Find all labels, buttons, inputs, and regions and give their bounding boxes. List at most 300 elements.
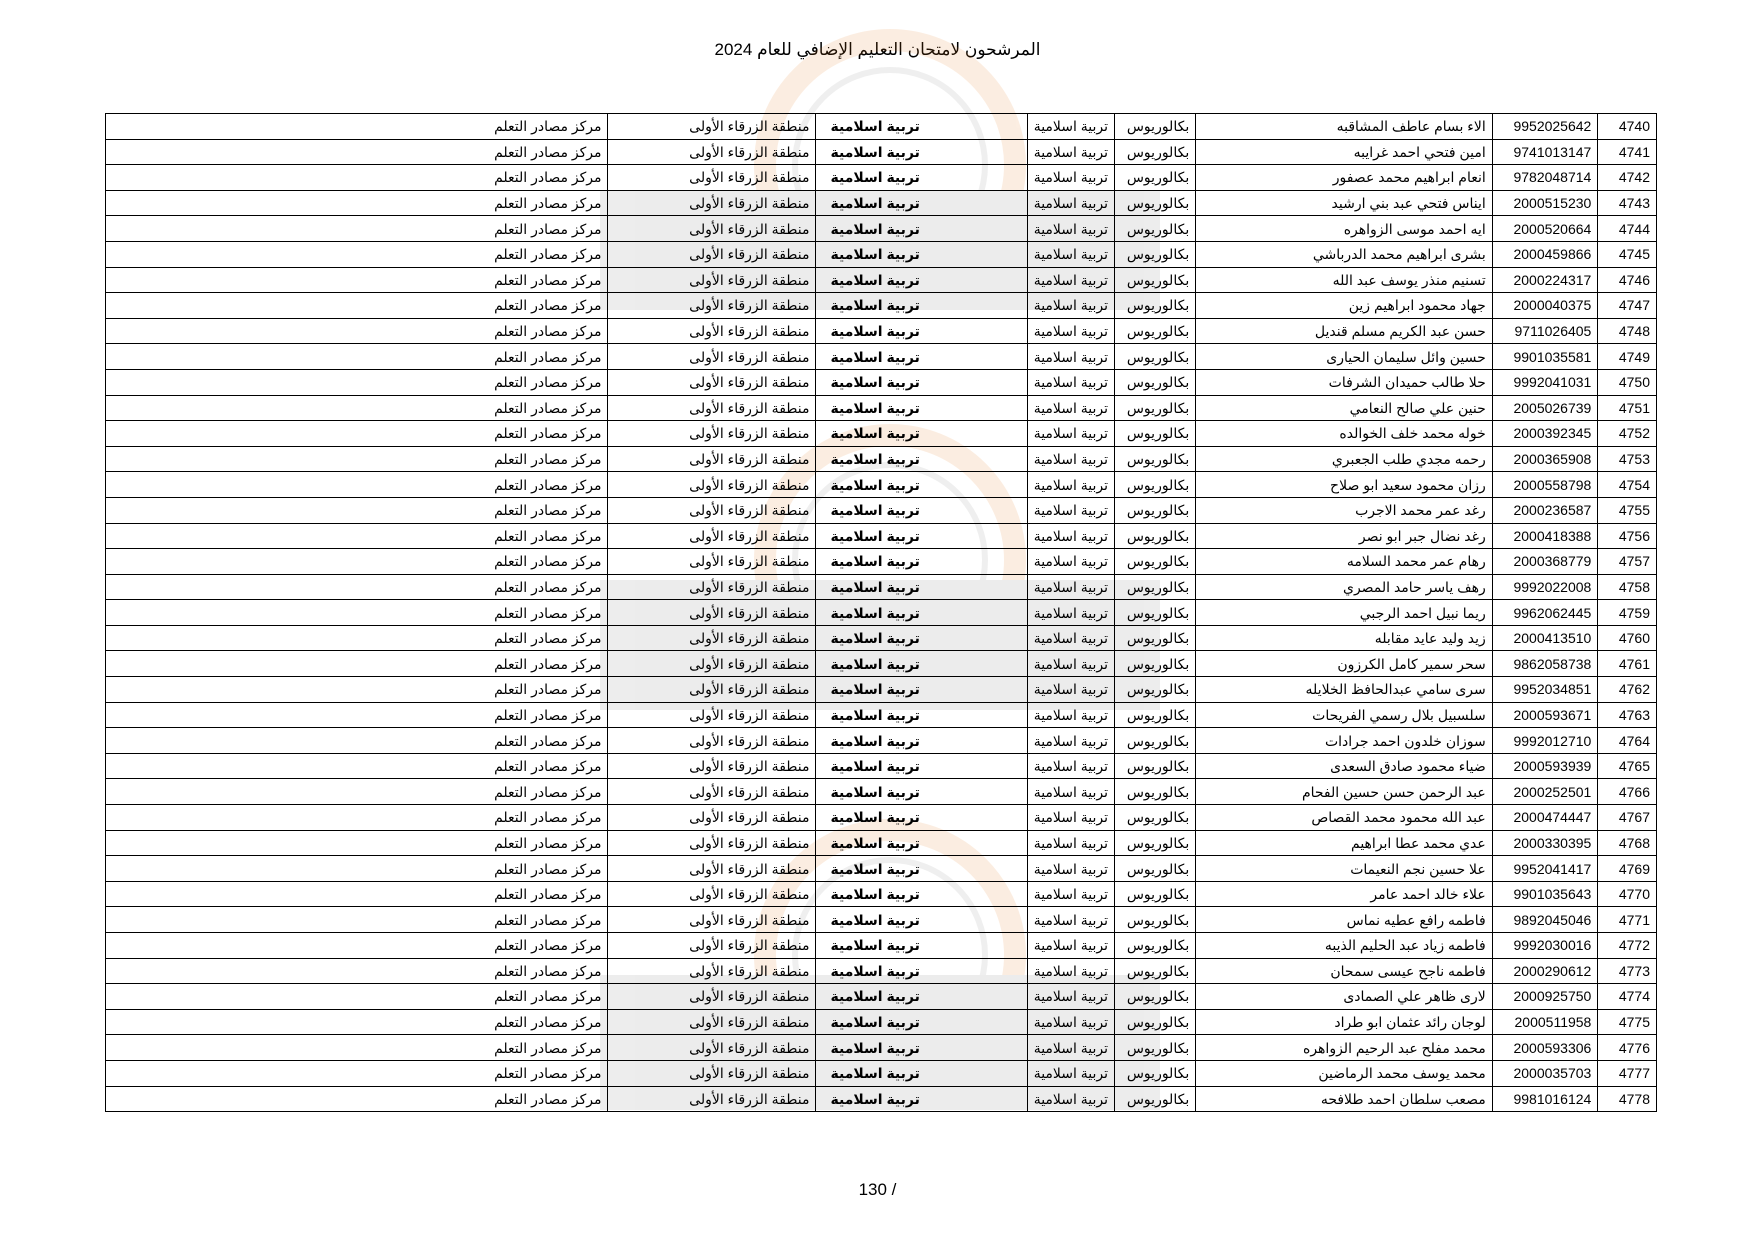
degree-cell: بكالوريوس [1115,625,1196,651]
candidate-name-cell: علاء خالد احمد عامر [1196,881,1493,907]
national-id-cell: 2000593306 [1492,1035,1598,1061]
exam-subject-cell: تربية اسلامية [816,523,1027,549]
row-number-cell: 4742 [1598,165,1657,191]
candidate-name-cell: حلا طالب حميدان الشرفات [1196,369,1493,395]
major-cell: تربية اسلامية [1027,472,1114,498]
degree-cell: بكالوريوس [1115,549,1196,575]
degree-cell: بكالوريوس [1115,830,1196,856]
exam-center-cell: مركز مصادر التعلم [106,216,608,242]
exam-center-cell: مركز مصادر التعلم [106,395,608,421]
major-cell: تربية اسلامية [1027,369,1114,395]
exam-subject-cell: تربية اسلامية [816,1009,1027,1035]
major-cell: تربية اسلامية [1027,446,1114,472]
candidate-name-cell: رهام عمر محمد السلامه [1196,549,1493,575]
major-cell: تربية اسلامية [1027,881,1114,907]
candidate-name-cell: حسن عبد الكريم مسلم قنديل [1196,318,1493,344]
exam-subject-cell: تربية اسلامية [816,805,1027,831]
row-number-cell: 4747 [1598,293,1657,319]
table-row [106,753,1657,779]
major-cell: تربية اسلامية [1027,165,1114,191]
national-id-cell: 2000368779 [1492,549,1598,575]
exam-center-cell: مركز مصادر التعلم [106,907,608,933]
exam-subject-cell: تربية اسلامية [816,114,1027,140]
exam-center-cell: مركز مصادر التعلم [106,1009,608,1035]
national-id-cell: 2005026739 [1492,395,1598,421]
degree-cell: بكالوريوس [1115,216,1196,242]
table-row [106,190,1657,216]
national-id-cell: 2000236587 [1492,497,1598,523]
exam-center-cell: مركز مصادر التعلم [106,293,608,319]
candidate-name-cell: سحر سمير كامل الكرزون [1196,651,1493,677]
candidate-name-cell: فاطمه زياد عبد الحليم الذيبه [1196,933,1493,959]
exam-subject-cell: تربية اسلامية [816,856,1027,882]
exam-center-cell: مركز مصادر التعلم [106,881,608,907]
table-row [106,395,1657,421]
degree-cell: بكالوريوس [1115,497,1196,523]
national-id-cell: 9981016124 [1492,1086,1598,1112]
directorate-cell: منطقة الزرقاء الأولى [608,600,816,626]
table-row [106,677,1657,703]
exam-subject-cell: تربية اسلامية [816,958,1027,984]
exam-subject-cell: تربية اسلامية [816,446,1027,472]
directorate-cell: منطقة الزرقاء الأولى [608,933,816,959]
major-cell: تربية اسلامية [1027,805,1114,831]
directorate-cell: منطقة الزرقاء الأولى [608,984,816,1010]
exam-center-cell: مركز مصادر التعلم [106,984,608,1010]
national-id-cell: 2000593671 [1492,702,1598,728]
page-number: 130 / [858,1180,897,1199]
row-number-cell: 4769 [1598,856,1657,882]
exam-center-cell: مركز مصادر التعلم [106,549,608,575]
table-row [106,702,1657,728]
major-cell: تربية اسلامية [1027,523,1114,549]
table-row [106,114,1657,140]
table-row [106,856,1657,882]
major-cell: تربية اسلامية [1027,267,1114,293]
row-number-cell: 4755 [1598,497,1657,523]
exam-center-cell: مركز مصادر التعلم [106,190,608,216]
row-number-cell: 4774 [1598,984,1657,1010]
candidate-name-cell: رغد نضال جبر ابو نصر [1196,523,1493,549]
exam-center-cell: مركز مصادر التعلم [106,114,608,140]
exam-subject-cell: تربية اسلامية [816,907,1027,933]
exam-center-cell: مركز مصادر التعلم [106,523,608,549]
row-number-cell: 4775 [1598,1009,1657,1035]
major-cell: تربية اسلامية [1027,728,1114,754]
directorate-cell: منطقة الزرقاء الأولى [608,728,816,754]
row-number-cell: 4741 [1598,139,1657,165]
candidate-name-cell: رزان محمود سعيد ابو صلاح [1196,472,1493,498]
exam-center-cell: مركز مصادر التعلم [106,574,608,600]
national-id-cell: 2000413510 [1492,625,1598,651]
major-cell: تربية اسلامية [1027,421,1114,447]
row-number-cell: 4748 [1598,318,1657,344]
row-number-cell: 4754 [1598,472,1657,498]
table-row [106,446,1657,472]
national-id-cell: 9952034851 [1492,677,1598,703]
row-number-cell: 4746 [1598,267,1657,293]
exam-center-cell: مركز مصادر التعلم [106,600,608,626]
national-id-cell: 9901035643 [1492,881,1598,907]
table-row [106,344,1657,370]
table-row [106,267,1657,293]
table-row [106,241,1657,267]
degree-cell: بكالوريوس [1115,958,1196,984]
degree-cell: بكالوريوس [1115,702,1196,728]
national-id-cell: 9992022008 [1492,574,1598,600]
candidate-name-cell: حنين علي صالح النعامي [1196,395,1493,421]
major-cell: تربية اسلامية [1027,395,1114,421]
directorate-cell: منطقة الزرقاء الأولى [608,216,816,242]
exam-subject-cell: تربية اسلامية [816,702,1027,728]
directorate-cell: منطقة الزرقاء الأولى [608,523,816,549]
directorate-cell: منطقة الزرقاء الأولى [608,805,816,831]
table-row [106,574,1657,600]
exam-center-cell: مركز مصادر التعلم [106,1086,608,1112]
exam-center-cell: مركز مصادر التعلم [106,318,608,344]
degree-cell: بكالوريوس [1115,241,1196,267]
directorate-cell: منطقة الزرقاء الأولى [608,190,816,216]
exam-center-cell: مركز مصادر التعلم [106,446,608,472]
exam-subject-cell: تربية اسلامية [816,933,1027,959]
row-number-cell: 4752 [1598,421,1657,447]
exam-center-cell: مركز مصادر التعلم [106,856,608,882]
major-cell: تربية اسلامية [1027,933,1114,959]
row-number-cell: 4749 [1598,344,1657,370]
directorate-cell: منطقة الزرقاء الأولى [608,1086,816,1112]
table-row [106,549,1657,575]
row-number-cell: 4763 [1598,702,1657,728]
degree-cell: بكالوريوس [1115,139,1196,165]
exam-subject-cell: تربية اسلامية [816,984,1027,1010]
exam-subject-cell: تربية اسلامية [816,574,1027,600]
exam-center-cell: مركز مصادر التعلم [106,472,608,498]
row-number-cell: 4753 [1598,446,1657,472]
major-cell: تربية اسلامية [1027,190,1114,216]
major-cell: تربية اسلامية [1027,216,1114,242]
national-id-cell: 9992030016 [1492,933,1598,959]
row-number-cell: 4768 [1598,830,1657,856]
exam-subject-cell: تربية اسلامية [816,421,1027,447]
degree-cell: بكالوريوس [1115,395,1196,421]
national-id-cell: 9962062445 [1492,600,1598,626]
table-row [106,318,1657,344]
degree-cell: بكالوريوس [1115,369,1196,395]
exam-subject-cell: تربية اسلامية [816,753,1027,779]
table-row [106,139,1657,165]
degree-cell: بكالوريوس [1115,651,1196,677]
table-row [106,625,1657,651]
national-id-cell: 2000290612 [1492,958,1598,984]
degree-cell: بكالوريوس [1115,472,1196,498]
major-cell: تربية اسلامية [1027,984,1114,1010]
degree-cell: بكالوريوس [1115,344,1196,370]
national-id-cell: 9992041031 [1492,369,1598,395]
directorate-cell: منطقة الزرقاء الأولى [608,165,816,191]
candidates-table [105,113,1657,1112]
degree-cell: بكالوريوس [1115,984,1196,1010]
exam-subject-cell: تربية اسلامية [816,881,1027,907]
row-number-cell: 4764 [1598,728,1657,754]
exam-subject-cell: تربية اسلامية [816,241,1027,267]
major-cell: تربية اسلامية [1027,779,1114,805]
table-row [106,651,1657,677]
exam-center-cell: مركز مصادر التعلم [106,753,608,779]
exam-subject-cell: تربية اسلامية [816,600,1027,626]
directorate-cell: منطقة الزرقاء الأولى [608,472,816,498]
directorate-cell: منطقة الزرقاء الأولى [608,549,816,575]
exam-center-cell: مركز مصادر التعلم [106,625,608,651]
candidate-name-cell: سرى سامي عبدالحافظ الخلايله [1196,677,1493,703]
table-row [106,933,1657,959]
major-cell: تربية اسلامية [1027,625,1114,651]
exam-subject-cell: تربية اسلامية [816,139,1027,165]
degree-cell: بكالوريوس [1115,523,1196,549]
exam-center-cell: مركز مصادر التعلم [106,728,608,754]
table-row [106,472,1657,498]
major-cell: تربية اسلامية [1027,958,1114,984]
national-id-cell: 9892045046 [1492,907,1598,933]
national-id-cell: 2000459866 [1492,241,1598,267]
degree-cell: بكالوريوس [1115,190,1196,216]
major-cell: تربية اسلامية [1027,1035,1114,1061]
candidate-name-cell: عبد الرحمن حسن حسين الفحام [1196,779,1493,805]
directorate-cell: منطقة الزرقاء الأولى [608,421,816,447]
table-row [106,1060,1657,1086]
degree-cell: بكالوريوس [1115,728,1196,754]
national-id-cell: 2000040375 [1492,293,1598,319]
directorate-cell: منطقة الزرقاء الأولى [608,753,816,779]
page-title: المرشحون لامتحان التعليم الإضافي للعام 2024 [714,40,1041,59]
table-row [106,1009,1657,1035]
directorate-cell: منطقة الزرقاء الأولى [608,958,816,984]
table-row [106,830,1657,856]
exam-subject-cell: تربية اسلامية [816,677,1027,703]
candidate-name-cell: رغد عمر محمد الاجرب [1196,497,1493,523]
candidate-name-cell: الاء بسام عاطف المشاقبه [1196,114,1493,140]
national-id-cell: 9862058738 [1492,651,1598,677]
national-id-cell: 2000515230 [1492,190,1598,216]
row-number-cell: 4750 [1598,369,1657,395]
degree-cell: بكالوريوس [1115,753,1196,779]
directorate-cell: منطقة الزرقاء الأولى [608,114,816,140]
exam-center-cell: مركز مصادر التعلم [106,933,608,959]
row-number-cell: 4758 [1598,574,1657,600]
major-cell: تربية اسلامية [1027,702,1114,728]
degree-cell: بكالوريوس [1115,881,1196,907]
national-id-cell: 2000418388 [1492,523,1598,549]
exam-subject-cell: تربية اسلامية [816,1086,1027,1112]
major-cell: تربية اسلامية [1027,549,1114,575]
table-row [106,497,1657,523]
table-row [106,216,1657,242]
national-id-cell: 9901035581 [1492,344,1598,370]
row-number-cell: 4773 [1598,958,1657,984]
major-cell: تربية اسلامية [1027,651,1114,677]
candidate-name-cell: انعام ابراهيم محمد عصفور [1196,165,1493,191]
table-row [106,293,1657,319]
candidate-name-cell: رهف ياسر حامد المصري [1196,574,1493,600]
candidate-name-cell: مصعب سلطان احمد طلافحه [1196,1086,1493,1112]
table-row [106,1035,1657,1061]
row-number-cell: 4778 [1598,1086,1657,1112]
directorate-cell: منطقة الزرقاء الأولى [608,267,816,293]
table-row [106,523,1657,549]
directorate-cell: منطقة الزرقاء الأولى [608,1009,816,1035]
major-cell: تربية اسلامية [1027,139,1114,165]
exam-subject-cell: تربية اسلامية [816,190,1027,216]
row-number-cell: 4772 [1598,933,1657,959]
national-id-cell: 9782048714 [1492,165,1598,191]
row-number-cell: 4770 [1598,881,1657,907]
major-cell: تربية اسلامية [1027,293,1114,319]
degree-cell: بكالوريوس [1115,421,1196,447]
directorate-cell: منطقة الزرقاء الأولى [608,651,816,677]
major-cell: تربية اسلامية [1027,497,1114,523]
directorate-cell: منطقة الزرقاء الأولى [608,318,816,344]
row-number-cell: 4751 [1598,395,1657,421]
major-cell: تربية اسلامية [1027,1009,1114,1035]
degree-cell: بكالوريوس [1115,1035,1196,1061]
directorate-cell: منطقة الزرقاء الأولى [608,344,816,370]
exam-center-cell: مركز مصادر التعلم [106,958,608,984]
directorate-cell: منطقة الزرقاء الأولى [608,446,816,472]
directorate-cell: منطقة الزرقاء الأولى [608,241,816,267]
degree-cell: بكالوريوس [1115,856,1196,882]
major-cell: تربية اسلامية [1027,1060,1114,1086]
national-id-cell: 2000925750 [1492,984,1598,1010]
row-number-cell: 4765 [1598,753,1657,779]
exam-center-cell: مركز مصادر التعلم [106,165,608,191]
exam-subject-cell: تربية اسلامية [816,267,1027,293]
candidate-name-cell: عبد الله محمود محمد القصاص [1196,805,1493,831]
directorate-cell: منطقة الزرقاء الأولى [608,856,816,882]
degree-cell: بكالوريوس [1115,114,1196,140]
exam-subject-cell: تربية اسلامية [816,549,1027,575]
exam-subject-cell: تربية اسلامية [816,1035,1027,1061]
table-row [106,421,1657,447]
candidate-name-cell: امين فتحي احمد غرايبه [1196,139,1493,165]
candidate-name-cell: ايناس فتحي عبد بني ارشيد [1196,190,1493,216]
directorate-cell: منطقة الزرقاء الأولى [608,395,816,421]
candidate-name-cell: خوله محمد خلف الخوالده [1196,421,1493,447]
exam-subject-cell: تربية اسلامية [816,779,1027,805]
candidate-name-cell: محمد مفلح عبد الرحيم الزواهره [1196,1035,1493,1061]
table-row [106,805,1657,831]
major-cell: تربية اسلامية [1027,830,1114,856]
exam-subject-cell: تربية اسلامية [816,216,1027,242]
directorate-cell: منطقة الزرقاء الأولى [608,830,816,856]
candidate-name-cell: فاطمه ناجح عيسى سمحان [1196,958,1493,984]
table-row [106,369,1657,395]
national-id-cell: 2000520664 [1492,216,1598,242]
national-id-cell: 2000558798 [1492,472,1598,498]
directorate-cell: منطقة الزرقاء الأولى [608,677,816,703]
exam-center-cell: مركز مصادر التعلم [106,139,608,165]
national-id-cell: 2000224317 [1492,267,1598,293]
row-number-cell: 4766 [1598,779,1657,805]
degree-cell: بكالوريوس [1115,267,1196,293]
exam-subject-cell: تربية اسلامية [816,344,1027,370]
exam-subject-cell: تربية اسلامية [816,497,1027,523]
degree-cell: بكالوريوس [1115,446,1196,472]
directorate-cell: منطقة الزرقاء الأولى [608,881,816,907]
exam-center-cell: مركز مصادر التعلم [106,241,608,267]
row-number-cell: 4777 [1598,1060,1657,1086]
degree-cell: بكالوريوس [1115,1060,1196,1086]
exam-center-cell: مركز مصادر التعلم [106,779,608,805]
candidate-name-cell: فاطمه رافع عطيه نماس [1196,907,1493,933]
exam-subject-cell: تربية اسلامية [816,830,1027,856]
directorate-cell: منطقة الزرقاء الأولى [608,625,816,651]
exam-subject-cell: تربية اسلامية [816,472,1027,498]
table-row [106,958,1657,984]
row-number-cell: 4744 [1598,216,1657,242]
national-id-cell: 2000511958 [1492,1009,1598,1035]
major-cell: تربية اسلامية [1027,600,1114,626]
exam-center-cell: مركز مصادر التعلم [106,1060,608,1086]
degree-cell: بكالوريوس [1115,318,1196,344]
directorate-cell: منطقة الزرقاء الأولى [608,702,816,728]
exam-center-cell: مركز مصادر التعلم [106,651,608,677]
table-row [106,881,1657,907]
degree-cell: بكالوريوس [1115,1009,1196,1035]
national-id-cell: 2000593939 [1492,753,1598,779]
row-number-cell: 4745 [1598,241,1657,267]
national-id-cell: 2000330395 [1492,830,1598,856]
exam-subject-cell: تربية اسلامية [816,165,1027,191]
row-number-cell: 4740 [1598,114,1657,140]
national-id-cell: 9952025642 [1492,114,1598,140]
row-number-cell: 4760 [1598,625,1657,651]
exam-center-cell: مركز مصادر التعلم [106,1035,608,1061]
major-cell: تربية اسلامية [1027,677,1114,703]
degree-cell: بكالوريوس [1115,600,1196,626]
degree-cell: بكالوريوس [1115,677,1196,703]
major-cell: تربية اسلامية [1027,241,1114,267]
row-number-cell: 4767 [1598,805,1657,831]
table-row [106,779,1657,805]
exam-subject-cell: تربية اسلامية [816,395,1027,421]
degree-cell: بكالوريوس [1115,1086,1196,1112]
national-id-cell: 2000252501 [1492,779,1598,805]
table-row [106,165,1657,191]
major-cell: تربية اسلامية [1027,344,1114,370]
candidate-name-cell: ايه احمد موسى الزواهره [1196,216,1493,242]
exam-center-cell: مركز مصادر التعلم [106,702,608,728]
exam-subject-cell: تربية اسلامية [816,293,1027,319]
major-cell: تربية اسلامية [1027,1086,1114,1112]
major-cell: تربية اسلامية [1027,907,1114,933]
candidate-name-cell: علا حسين نجم النعيمات [1196,856,1493,882]
exam-subject-cell: تربية اسلامية [816,1060,1027,1086]
degree-cell: بكالوريوس [1115,165,1196,191]
exam-subject-cell: تربية اسلامية [816,318,1027,344]
candidate-name-cell: لوجان رائد عثمان ابو طراد [1196,1009,1493,1035]
table-row [106,600,1657,626]
exam-center-cell: مركز مصادر التعلم [106,267,608,293]
candidate-name-cell: بشرى ابراهيم محمد الدرباشي [1196,241,1493,267]
row-number-cell: 4761 [1598,651,1657,677]
degree-cell: بكالوريوس [1115,907,1196,933]
exam-subject-cell: تربية اسلامية [816,369,1027,395]
exam-subject-cell: تربية اسلامية [816,728,1027,754]
row-number-cell: 4756 [1598,523,1657,549]
major-cell: تربية اسلامية [1027,318,1114,344]
candidate-name-cell: جهاد محمود ابراهيم زين [1196,293,1493,319]
major-cell: تربية اسلامية [1027,574,1114,600]
national-id-cell: 9992012710 [1492,728,1598,754]
